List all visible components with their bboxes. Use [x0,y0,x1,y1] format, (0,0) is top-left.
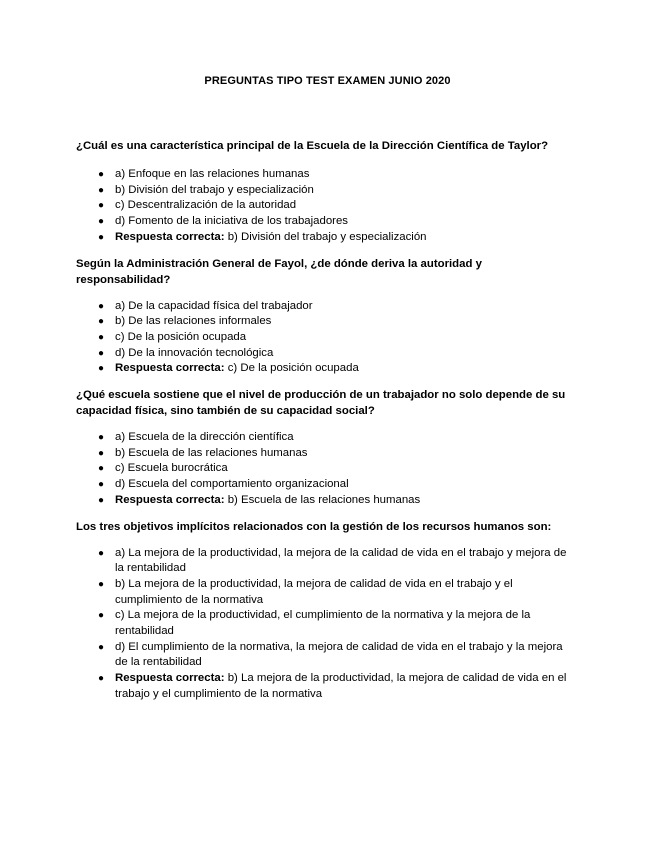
option-text: a) De la capacidad física del trabajador [115,299,313,312]
bullet-icon: ● [98,200,105,212]
option-item [76,608,576,639]
bullet-icon: ● [98,169,105,180]
answer-text: b) La mejora de la productividad, la mejora de calidad de vida en el trabajo y el cumplimiento de la normativa [115,672,567,700]
option-item [76,546,576,577]
answer-label: Respuesta correcta: [115,230,225,243]
option-item [76,446,576,462]
question-block [76,256,576,378]
bullet-icon: ● [98,494,105,506]
option-text: a) La mejora de la productividad, la mejora de la calidad de vida en el trabajo y mejora de la rentabilidad [115,546,567,575]
option-item [76,430,576,446]
bullet-icon: ● [98,479,105,491]
option-item [76,477,576,493]
option-text: b) División del trabajo y especialización [115,183,314,196]
question-text: Los tres objetivos implícitos relacionados con la gestión de los recursos humanos son: [76,520,552,533]
option-item [76,214,576,230]
option-item [76,461,576,477]
option-text: b) La mejora de la productividad, la mejora de calidad de vida en el trabajo y el cumplimiento de la normativa [115,577,513,606]
option-item [76,330,576,346]
bullet-icon: ● [98,363,105,375]
question-list [76,138,576,712]
option-item [76,198,576,214]
bullet-icon: ● [98,347,105,359]
option-item [76,640,576,671]
option-text: c) De la posición ocupada [115,330,247,343]
answer-label: Respuesta correcta: [115,672,225,685]
bullet-icon: ● [98,463,105,475]
bullet-icon: ● [98,447,105,459]
bullet-icon: ● [98,216,105,228]
option-text: b) De las relaciones informales [115,315,272,328]
option-item [76,299,576,315]
answer-text: b) Escuela de las relaciones humanas [227,493,421,506]
question-text: Según la Administración General de Fayol, ¿de dónde deriva la autoridad y responsabilidad? [76,257,482,286]
question-text: ¿Cuál es una característica principal de la Escuela de la Dirección Científica de Taylor? [76,140,549,152]
bullet-icon: ● [98,300,105,312]
option-item [76,167,576,183]
answer-item [76,230,576,246]
bullet-icon: ● [98,432,105,444]
question-block [76,519,576,703]
option-text: a) Escuela de la dirección científica [115,431,294,444]
answer-item [76,671,576,702]
option-list [76,167,576,246]
option-text: d) El cumplimiento de la normativa, la mejora de calidad de vida en el trabajo y la mejora de la rentabilidad [115,640,563,669]
option-text: b) Escuela de las relaciones humanas [115,446,308,459]
bullet-icon: ● [98,331,105,343]
bullet-icon: ● [98,316,105,328]
option-text: d) De la innovación tecnológica [115,346,274,359]
answer-label: Respuesta correcta: [115,362,225,375]
question-block [76,138,576,246]
bullet-icon: ● [98,547,105,559]
option-text: a) Enfoque en las relaciones humanas [115,168,310,180]
answer-item [76,361,576,377]
option-item [76,314,576,330]
option-text: d) Fomento de la iniciativa de los trabajadores [115,215,349,228]
bullet-icon: ● [98,578,105,590]
bullet-icon: ● [98,231,105,243]
option-text: c) Descentralización de la autoridad [115,199,297,212]
bullet-icon: ● [98,184,105,196]
bullet-icon: ● [98,641,105,653]
option-list [76,299,576,378]
bullet-icon: ● [98,673,105,685]
question-block [76,387,576,509]
option-text: c) La mejora de la productividad, el cumplimiento de la normativa y la mejora de la rentabilidad [115,609,531,638]
option-item [76,183,576,199]
option-item [76,346,576,362]
document-title: PREGUNTAS TIPO TEST EXAMEN JUNIO 2020 [204,75,451,87]
option-list [76,546,576,703]
option-item [76,577,576,608]
answer-text: c) De la posición ocupada [227,362,359,375]
option-text: d) Escuela del comportamiento organizacional [115,478,349,491]
option-list [76,430,576,509]
answer-label: Respuesta correcta: [115,493,225,506]
option-text: c) Escuela burocrática [115,462,228,475]
answer-item [76,493,576,509]
answer-text: b) División del trabajo y especialización [227,230,427,243]
question-text: ¿Qué escuela sostiene que el nivel de producción de un trabajador no solo depende de su capacidad física, sino también de su capacidad social? [76,389,566,418]
bullet-icon: ● [98,610,105,622]
